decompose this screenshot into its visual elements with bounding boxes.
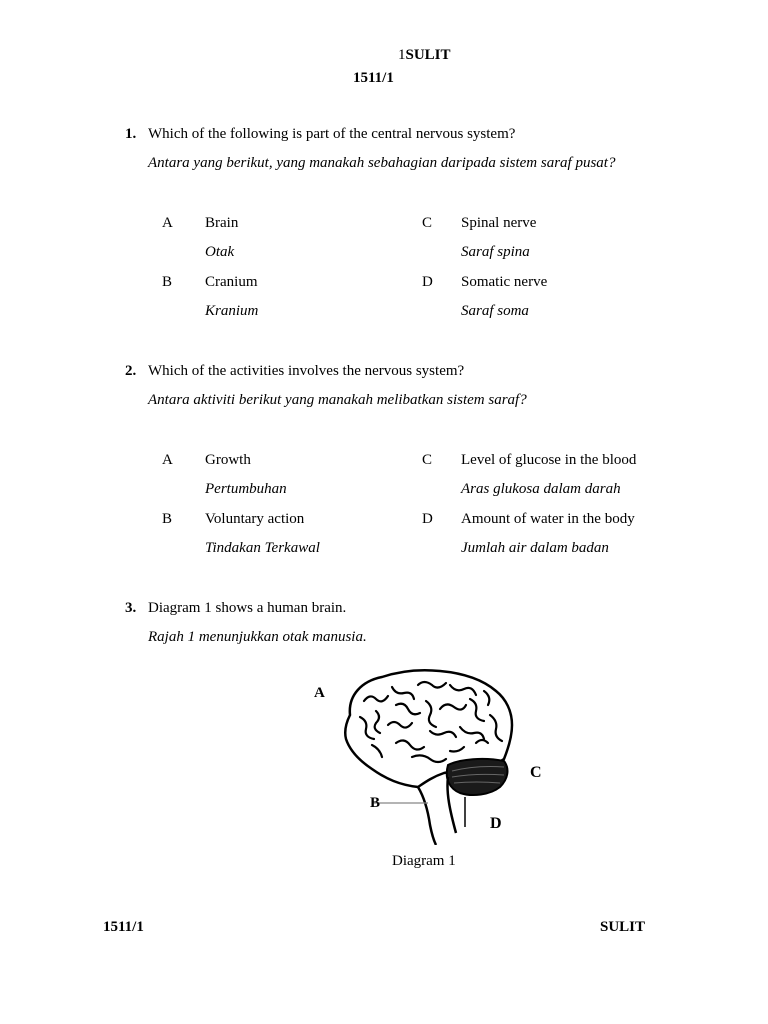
q2-option-a-letter: A: [162, 452, 173, 468]
brain-diagram: [300, 665, 560, 845]
page-header: [398, 47, 451, 64]
q2-text-ms: Antara aktiviti berikut yang manakah melibatkan sistem saraf?: [148, 392, 527, 408]
q2-option-c-en: Level of glucose in the blood: [461, 452, 637, 468]
header-code: 1511/1: [353, 70, 394, 86]
q1-option-a-en: Brain: [205, 215, 239, 231]
page-number: 1: [398, 47, 406, 63]
q1-option-b-ms: Kranium: [205, 303, 259, 319]
q1-option-d-ms: Saraf soma: [461, 303, 529, 319]
q3-text-ms: Rajah 1 menunjukkan otak manusia.: [148, 629, 367, 645]
q3-number: 3.: [125, 600, 137, 616]
q1-option-b-letter: B: [162, 274, 173, 290]
q1-option-b-en: Cranium: [205, 274, 258, 290]
q2-option-b-ms: Tindakan Terkawal: [205, 540, 320, 556]
q2-option-a-ms: Pertumbuhan: [205, 481, 287, 497]
q1-number: 1.: [125, 126, 137, 142]
q1-option-d-en: Somatic nerve: [461, 274, 548, 290]
q1-option-d-letter: D: [422, 274, 433, 290]
q2-option-d-letter: D: [422, 511, 433, 527]
header-sulit: SULIT: [405, 47, 451, 63]
label-d: D: [490, 815, 502, 832]
label-a: A: [314, 685, 325, 701]
q1-text-en: Which of the following is part of the central nervous system?: [148, 126, 516, 142]
footer-sulit: SULIT: [600, 919, 646, 935]
label-b: B: [370, 795, 381, 811]
footer-code: 1511/1: [103, 919, 144, 935]
q1-option-a-ms: Otak: [205, 244, 235, 260]
q1-text-ms: Antara yang berikut, yang manakah sebahagian daripada sistem saraf pusat?: [148, 155, 616, 171]
brain-stem: [418, 777, 456, 845]
q3-text-en: Diagram 1 shows a human brain.: [148, 600, 347, 616]
q1-option-c-en: Spinal nerve: [461, 215, 537, 231]
q1-option-c-ms: Saraf spina: [461, 244, 530, 260]
q2-option-c-letter: C: [422, 452, 433, 468]
q1-option-c-letter: C: [422, 215, 433, 231]
q2-option-a-en: Growth: [205, 452, 251, 468]
q2-option-d-ms: Jumlah air dalam badan: [461, 540, 609, 556]
q2-number: 2.: [125, 363, 137, 379]
q2-option-c-ms: Aras glukosa dalam darah: [461, 481, 621, 497]
q2-text-en: Which of the activities involves the nervous system?: [148, 363, 465, 379]
q2-option-b-en: Voluntary action: [205, 511, 305, 527]
q2-option-d-en: Amount of water in the body: [461, 511, 635, 527]
q1-option-a-letter: A: [162, 215, 173, 231]
cerebellum: [447, 759, 508, 795]
label-c: C: [530, 764, 542, 781]
diagram-caption: Diagram 1: [392, 853, 456, 869]
q2-option-b-letter: B: [162, 511, 173, 527]
